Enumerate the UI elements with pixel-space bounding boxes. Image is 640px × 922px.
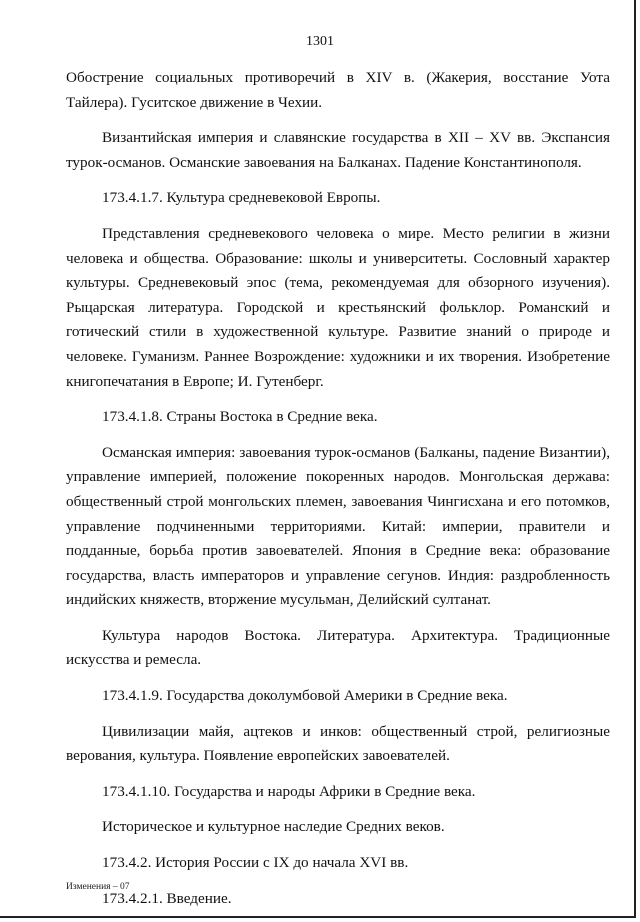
paragraph: Цивилизации майя, ацтеков и инков: общественный строй, религиозные верования, культура. Появление европейских завоевателей. — [66, 722, 610, 765]
footer-revision-note: Изменения – 07 — [66, 882, 130, 892]
section-heading: 173.4.1.10. Государства и народы Африки в Средние века. — [102, 782, 476, 800]
section-heading: 173.4.1.7. Культура средневековой Европы. — [102, 189, 381, 207]
document-body — [66, 66, 610, 922]
section-heading: 173.4.1.9. Государства доколумбовой Америки в Средние века. — [102, 687, 508, 705]
paragraph: Обострение социальных противоречий в XIV в. (Жакерия, восстание Уота Тайлера). Гуситское движение в Чехии. — [66, 69, 610, 111]
paragraph: Представления средневекового человека о мире. Место религии в жизни человека и общества. Образование: школы и университеты. Сословный характер культуры. Средневековый эпос (тема, рекомендуемая для обзорного изучения). Рыцарская литература. Городской и крестьянский фольклор. Романский и готический стили в художественной культуре. Развитие знаний о природе и человеке. Гуманизм. Раннее Возрождение: художники и их творения. Изобретение книгопечатания в Европе; И. Гутенберг. — [66, 224, 610, 390]
section-heading: 173.4.2.1. Введение. — [102, 889, 232, 907]
section-heading: 173.4.2. История России с IX до начала XVI вв. — [102, 854, 409, 872]
paragraph: Историческое и культурное наследие Средних веков. — [102, 818, 445, 836]
paragraph: Византийская империя и славянские государства в XII – XV вв. Экспансия турок-османов. Османские завоевания на Балканах. Падение Константинополя. — [66, 129, 610, 171]
page-number: 1301 — [306, 34, 334, 49]
paragraph: Османская империя: завоевания турок-османов (Балканы, падение Византии), управление империей, положение покоренных народов. Монгольская держава: общественный строй монгольских племен, завоевания Чингисхана и его потомков, управление подчиненными территориями. Китай: империи, правители и подданные, борьба против завоевателей. Япония в Средние века: образование государства, власть императоров и управление сегунов. Индия: раздробленность индийских княжеств, вторжение мусульман, Делийский султанат. — [66, 443, 610, 609]
section-heading: 173.4.1.8. Страны Востока в Средние века. — [102, 408, 378, 426]
paragraph: Культура народов Востока. Литература. Архитектура. Традиционные искусства и ремесла. — [66, 626, 610, 669]
